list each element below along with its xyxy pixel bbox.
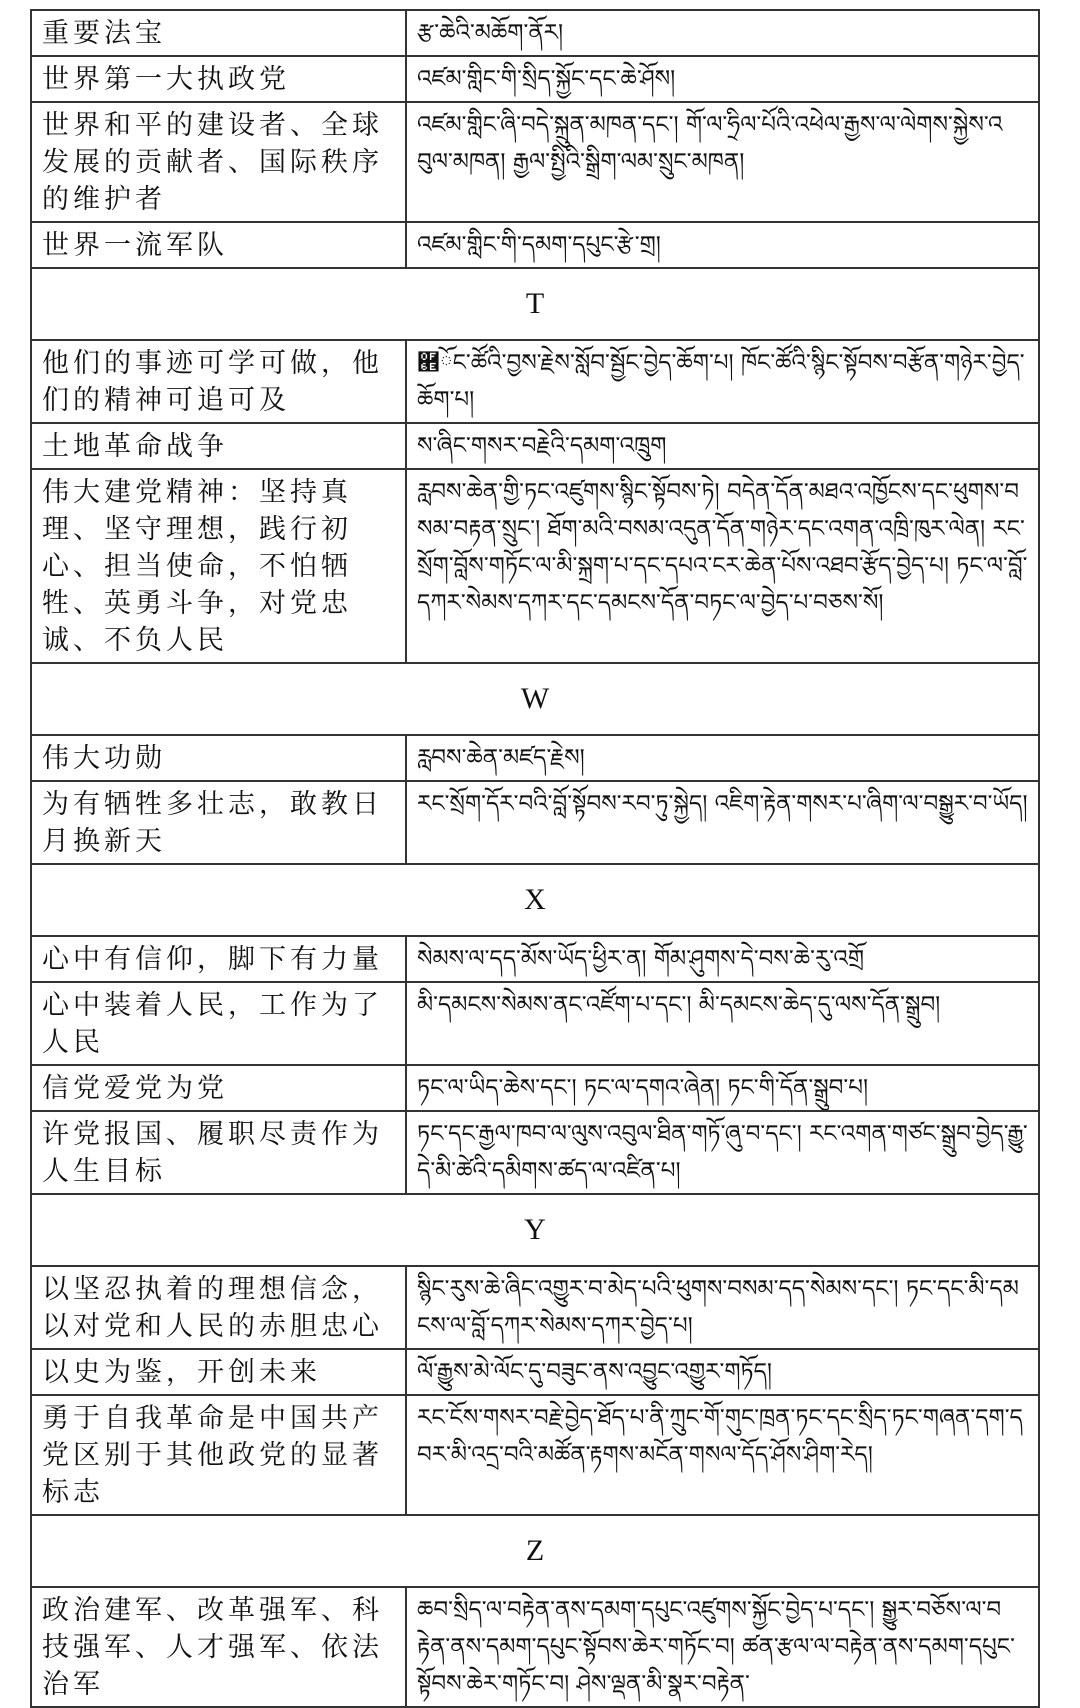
tibetan-translation-cell: ལོ་རྒྱུས་མེ་ལོང་དུ་བཟུང་ནས་འབྱུང་འགྱུར་གཏོད། [406,1349,1039,1395]
section-letter: Z [31,1515,1039,1587]
table-row [31,1266,1039,1349]
chinese-term-cell: 他们的事迹可学可做，他们的精神可追可及 [31,340,406,423]
letter-section-row [31,864,1039,936]
chinese-term-cell: 重要法宝 [31,10,406,56]
letter-section-row [31,268,1039,340]
table-row [31,1587,1039,1707]
letter-section-row [31,1515,1039,1587]
section-letter: X [31,864,1039,936]
table-row [31,10,1039,56]
chinese-term-cell: 土地革命战争 [31,423,406,469]
section-letter: W [31,663,1039,735]
table-row [31,1065,1039,1111]
glossary-table [30,9,1040,1708]
tibetan-translation-cell: འཛམ་གླིང་གི་དམག་དཔུང་རྩེ་གྲ། [406,222,1039,268]
glossary-table-body [31,10,1039,1707]
table-row [31,781,1039,864]
table-row [31,735,1039,781]
table-row [31,56,1039,102]
chinese-term-cell: 信党爱党为党 [31,1065,406,1111]
section-letter: Y [31,1194,1039,1266]
chinese-term-cell: 世界第一大执政党 [31,56,406,102]
chinese-term-cell: 勇于自我革命是中国共产党区别于其他政党的显著标志 [31,1395,406,1515]
table-row [31,1349,1039,1395]
chinese-term-cell: 以坚忍执着的理想信念，以对党和人民的赤胆忠心 [31,1266,406,1349]
tibetan-translation-cell: སེམས་ལ་དད་མོས་ཡོད་ཕྱིར་ན། གོམ་ཤུགས་དེ་བས་ཆེ་རུ་འགྲོ [406,936,1039,982]
chinese-term-cell: 以史为鉴，开创未来 [31,1349,406,1395]
tibetan-translation-cell: ཏང་དང་རྒྱལ་ཁབ་ལ་ལུས་འབུལ་ཐིན་གཏོ་ཞུ་བ་དང་། རང་འགན་གཙང་སྒྲུབ་བྱེད་རྒྱུ་དེ་མི་ཚེའི་དམིགས་ཚད་ལ་འཛིན་པ། [406,1111,1039,1194]
chinese-term-cell: 政治建军、改革强军、科技强军、人才强军、依法治军 [31,1587,406,1707]
chinese-term-cell: 心中有信仰，脚下有力量 [31,936,406,982]
letter-section-row [31,663,1039,735]
table-row [31,222,1039,268]
table-row [31,469,1039,663]
table-row [31,102,1039,222]
chinese-term-cell: 伟大功勋 [31,735,406,781]
tibetan-translation-cell: རང་ངོས་གསར་བརྗེ་བྱེད་ཐོད་པ་ནི་ཀྲུང་གོ་གུང་ཁྲན་ཏང་དང་སྲིད་ཏང་གཞན་དག་དབར་མི་འདྲ་བའི་མཚོན་རྟགས་མངོན་གསལ་དོད་ཤོས་ཤིག་རེད། [406,1395,1039,1515]
tibetan-translation-cell: ཆབ་སྲིད་ལ་བརྟེན་ནས་དམག་དཔུང་འཛུགས་སྐྱོང་བྱེད་པ་དང་། སྒྱུར་བཅོས་ལ་བརྟེན་ནས་དམག་དཔུང་སྟོབས་ཆེར་གཏོང་བ། ཚན་རྩལ་ལ་བརྟེན་ནས་དམག་དཔུང་སྟོབས་ཆེར་གཏོང་བ། ཤེས་ལྡན་མི་སྣར་བརྟེན་ [406,1587,1039,1707]
tibetan-translation-cell: འཛམ་གླིང་གི་སྲིད་སྐྱོང་དང་ཆེ་ཤོས། [406,56,1039,102]
chinese-term-cell: 世界一流军队 [31,222,406,268]
table-row [31,1395,1039,1515]
table-row [31,340,1039,423]
table-row [31,982,1039,1065]
letter-section-row [31,1194,1039,1266]
table-row [31,1111,1039,1194]
chinese-term-cell: 为有牺牲多壮志，敢教日月换新天 [31,781,406,864]
tibetan-translation-cell: མི་དམངས་སེམས་ནང་འཛོག་པ་དང་། མི་དམངས་ཆེད་དུ་ལས་དོན་སྒྲུབ། [406,982,1039,1065]
tibetan-translation-cell: རང་སྲོག་དོར་བའི་བློ་སྟོབས་རབ་ཏུ་སྐྱེད། འཇིག་རྟེན་གསར་པ་ཞིག་ལ་བསྒྱུར་བ་ཡོད། [406,781,1039,864]
table-row [31,936,1039,982]
chinese-term-cell: 伟大建党精神：坚持真理、坚守理想，践行初心、担当使命，不怕牺牲、英勇斗争，对党忠诚、不负人民 [31,469,406,663]
tibetan-translation-cell: རླབས་ཆེན་གྱི་ཏང་འཛུགས་སྙིང་སྟོབས་ཏེ། བདེན་དོན་མཐའ་འཁྱོངས་དང་ཕུགས་བསམ་བརྟན་སྲུང་། ཐོག་མའི་བསམ་འདུན་དོན་གཉེར་དང་འགན་འཁྲི་ཁུར་ལེན། རང་སྲོག་བློས་གཏོང་ལ་མི་སྐྲག་པ་དང་དཔའ་ངར་ཆེན་པོས་འཐབ་རྩོད་བྱེད་པ། ཏང་ལ་བློ་དཀར་སེམས་དཀར་དང་དམངས་དོན་བཏང་ལ་བྱེད་པ་བཅས་སོ། [406,469,1039,663]
section-letter: T [31,268,1039,340]
tibetan-translation-cell: རྩ་ཆེའི་མཆོག་ནོར། [406,10,1039,56]
chinese-term-cell: 世界和平的建设者、全球发展的贡献者、国际秩序的维护者 [31,102,406,222]
tibetan-translation-cell: ཏང་ལ་ཡིད་ཆེས་དང་། ཏང་ལ་དགའ་ཞེན། ཏང་གི་དོན་སྒྲུབ་པ། [406,1065,1039,1111]
table-row [31,423,1039,469]
tibetan-translation-cell: ས་ཞིང་གསར་བརྗེའི་དམག་འཁྲུག [406,423,1039,469]
tibetan-translation-cell: ཮ོང་ཚོའི་བྱས་རྗེས་སློབ་སྦྱོང་བྱེད་ཆོག་པ། ཁོང་ཚོའི་སྙིང་སྟོབས་བརྩོན་གཉེར་བྱེད་ཆོག་པ། [406,340,1039,423]
chinese-term-cell: 心中装着人民，工作为了人民 [31,982,406,1065]
tibetan-translation-cell: སྙིང་རུས་ཆེ་ཞིང་འགྱུར་བ་མེད་པའི་ཕུགས་བསམ་དད་སེམས་དང་། ཏང་དང་མི་དམངས་ལ་བློ་དཀར་སེམས་དཀར་བྱེད་པ། [406,1266,1039,1349]
chinese-term-cell: 许党报国、履职尽责作为人生目标 [31,1111,406,1194]
tibetan-translation-cell: འཛམ་གླིང་ཞི་བདེ་སྐྲུན་མཁན་དང་། གོ་ལ་ཧྲིལ་པོའི་འཕེལ་རྒྱས་ལ་ལེགས་སྐྱེས་འབུལ་མཁན། རྒྱལ་སྤྱིའི་སྒྲིག་ལམ་སྲུང་མཁན། [406,102,1039,222]
tibetan-translation-cell: རླབས་ཆེན་མཛད་རྗེས། [406,735,1039,781]
